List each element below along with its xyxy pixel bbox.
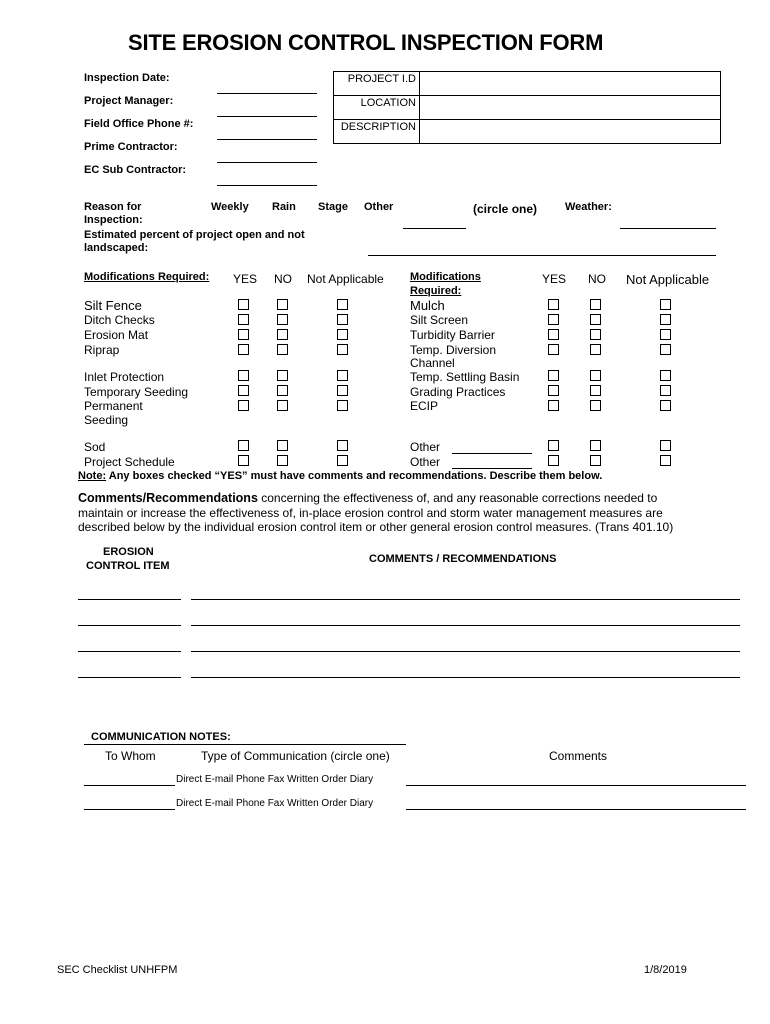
mods-left-item-sod: Sod bbox=[84, 440, 106, 454]
checkbox-sod-no[interactable] bbox=[277, 440, 288, 451]
checkbox-ditch-checks-no[interactable] bbox=[277, 314, 288, 325]
mods-right-na-header: Not Applicable bbox=[626, 272, 710, 287]
comment-row-2-text[interactable] bbox=[191, 625, 740, 626]
erosion-control-item-header-line2: CONTROL ITEM bbox=[86, 560, 170, 572]
communication-header-rule bbox=[84, 744, 406, 745]
checkbox-silt-fence-na[interactable] bbox=[337, 299, 348, 310]
checkbox-riprap-na[interactable] bbox=[337, 344, 348, 355]
mods-right-item-turbidity-barrier: Turbidity Barrier bbox=[410, 328, 495, 342]
mods-left-na-header: Not Applicable bbox=[307, 272, 384, 286]
communication-row-1-comments[interactable] bbox=[406, 785, 746, 786]
mods-left-item-erosion-mat: Erosion Mat bbox=[84, 328, 149, 342]
reason-rain[interactable]: Rain bbox=[272, 201, 296, 213]
mods-right-other-2-field[interactable] bbox=[452, 468, 532, 469]
checkbox-riprap-no[interactable] bbox=[277, 344, 288, 355]
comments-recommendations-header: COMMENTS / RECOMMENDATIONS bbox=[369, 553, 557, 565]
description-field[interactable] bbox=[420, 120, 721, 144]
communication-row-1-whom[interactable] bbox=[84, 785, 175, 786]
location-label: LOCATION bbox=[334, 96, 420, 120]
checkbox-permanent-seeding-yes[interactable] bbox=[238, 400, 249, 411]
communication-row-2-options[interactable]: Direct E-mail Phone Fax Written Order Diary bbox=[176, 798, 374, 809]
checkbox-temp-settling-basin-no[interactable] bbox=[590, 370, 601, 381]
mods-right-item-channel: Channel bbox=[410, 356, 455, 370]
checkbox-temp-diversion-yes[interactable] bbox=[548, 344, 559, 355]
mods-right-yes-header: YES bbox=[542, 272, 567, 286]
inspection-date-field[interactable] bbox=[217, 93, 317, 94]
percent-open-field[interactable] bbox=[368, 255, 716, 256]
percent-open-line1: Estimated percent of project open and not bbox=[84, 229, 305, 241]
checkbox-other-1-no[interactable] bbox=[590, 440, 601, 451]
mods-right-item-ecip: ECIP bbox=[410, 399, 439, 413]
checkbox-turbidity-barrier-no[interactable] bbox=[590, 329, 601, 340]
checkbox-inlet-protection-no[interactable] bbox=[277, 370, 288, 381]
mods-left-header: Modifications Required: bbox=[84, 271, 210, 283]
checkbox-other-2-na[interactable] bbox=[660, 455, 671, 466]
checkbox-project-schedule-no[interactable] bbox=[277, 455, 288, 466]
communication-notes-header: COMMUNICATION NOTES: bbox=[91, 731, 231, 743]
checkbox-erosion-mat-yes[interactable] bbox=[238, 329, 249, 340]
footer-date: 1/8/2019 bbox=[644, 964, 687, 976]
mods-right-header-line2: Required: bbox=[410, 285, 462, 297]
mods-left-item-ditch-checks: Ditch Checks bbox=[84, 313, 155, 327]
mods-right-item-temp-settling-basin: Temp. Settling Basin bbox=[410, 370, 520, 384]
mods-right-item-silt-screen: Silt Screen bbox=[410, 313, 469, 327]
communication-row-2-whom[interactable] bbox=[84, 809, 175, 810]
prime-contractor-field[interactable] bbox=[217, 162, 317, 163]
checkbox-mulch-yes[interactable] bbox=[548, 299, 559, 310]
location-field[interactable] bbox=[420, 96, 721, 120]
checkbox-mulch-no[interactable] bbox=[590, 299, 601, 310]
mods-left-item-project-schedule: Project Schedule bbox=[84, 455, 175, 469]
percent-open-line2: landscaped: bbox=[84, 242, 149, 254]
comments-intro-bold: Comments/Recommendations bbox=[78, 491, 258, 505]
checkbox-ecip-no[interactable] bbox=[590, 400, 601, 411]
checkbox-silt-screen-yes[interactable] bbox=[548, 314, 559, 325]
checkbox-ditch-checks-yes[interactable] bbox=[238, 314, 249, 325]
ec-sub-contractor-field[interactable] bbox=[217, 185, 317, 186]
field-office-phone-label: Field Office Phone #: bbox=[84, 118, 194, 130]
checkbox-silt-fence-no[interactable] bbox=[277, 299, 288, 310]
checkbox-other-1-yes[interactable] bbox=[548, 440, 559, 451]
comments-intro-line3: described below by the individual erosion control item or other general erosion control measures. (Trans 401.10) bbox=[78, 520, 674, 534]
mods-right-other-1-field[interactable] bbox=[452, 453, 532, 454]
project-id-label: PROJECT I.D bbox=[334, 72, 420, 96]
mods-right-item-temp-diversion: Temp. Diversion bbox=[410, 343, 497, 357]
checkbox-ecip-na[interactable] bbox=[660, 400, 671, 411]
checkbox-project-schedule-yes[interactable] bbox=[238, 455, 249, 466]
field-office-phone-field[interactable] bbox=[217, 139, 317, 140]
mods-left-item-silt-fence: Silt Fence bbox=[84, 298, 142, 313]
checkbox-permanent-seeding-no[interactable] bbox=[277, 400, 288, 411]
reason-weekly[interactable]: Weekly bbox=[211, 201, 249, 213]
weather-field[interactable] bbox=[620, 228, 716, 229]
communication-row-1-options[interactable]: Direct E-mail Phone Fax Written Order Diary bbox=[176, 774, 374, 785]
erosion-control-item-header-line1: EROSION bbox=[103, 546, 154, 558]
circle-one-hint: (circle one) bbox=[473, 202, 538, 216]
mods-left-item-permanent: Permanent bbox=[84, 399, 143, 413]
page-title: SITE EROSION CONTROL INSPECTION FORM bbox=[128, 30, 604, 55]
footer-form-id: SEC Checklist UNHFPM bbox=[57, 964, 178, 976]
checkbox-other-2-yes[interactable] bbox=[548, 455, 559, 466]
reason-other-field[interactable] bbox=[403, 228, 466, 229]
checkbox-silt-screen-no[interactable] bbox=[590, 314, 601, 325]
checkbox-ecip-yes[interactable] bbox=[548, 400, 559, 411]
comment-row-1-text[interactable] bbox=[191, 599, 740, 600]
reason-stage[interactable]: Stage bbox=[318, 201, 348, 213]
project-id-field[interactable] bbox=[420, 72, 721, 96]
mods-left-no-header: NO bbox=[274, 272, 292, 286]
checkbox-temp-diversion-na[interactable] bbox=[660, 344, 671, 355]
checkbox-grading-practices-na[interactable] bbox=[660, 385, 671, 396]
ec-sub-contractor-label: EC Sub Contractor: bbox=[84, 164, 187, 176]
communication-row-2-comments[interactable] bbox=[406, 809, 746, 810]
mods-left-item-seeding: Seeding bbox=[84, 413, 129, 427]
checkbox-project-schedule-na[interactable] bbox=[337, 455, 348, 466]
checkbox-sod-yes[interactable] bbox=[238, 440, 249, 451]
checkbox-temporary-seeding-yes[interactable] bbox=[238, 385, 249, 396]
checkbox-temporary-seeding-na[interactable] bbox=[337, 385, 348, 396]
checkbox-temp-settling-basin-na[interactable] bbox=[660, 370, 671, 381]
checkbox-inlet-protection-yes[interactable] bbox=[238, 370, 249, 381]
comment-row-4-item[interactable] bbox=[78, 677, 181, 678]
mods-right-item-other-1: Other bbox=[410, 440, 441, 454]
checkbox-mulch-na[interactable] bbox=[660, 299, 671, 310]
project-info-table bbox=[333, 71, 721, 144]
mods-left-item-temporary-seeding: Temporary Seeding bbox=[84, 385, 189, 399]
checkbox-erosion-mat-no[interactable] bbox=[277, 329, 288, 340]
checkbox-temp-settling-basin-yes[interactable] bbox=[548, 370, 559, 381]
weather-label: Weather: bbox=[565, 201, 612, 213]
mods-left-item-riprap: Riprap bbox=[84, 343, 120, 357]
comment-row-2-item[interactable] bbox=[78, 625, 181, 626]
checkbox-silt-fence-yes[interactable] bbox=[238, 299, 249, 310]
to-whom-header: To Whom bbox=[105, 749, 156, 763]
comments-intro-line2: maintain or increase the effectiveness of, in-place erosion control and storm water management measures are bbox=[78, 506, 663, 520]
checkbox-riprap-yes[interactable] bbox=[238, 344, 249, 355]
checkbox-sod-na[interactable] bbox=[337, 440, 348, 451]
prime-contractor-label: Prime Contractor: bbox=[84, 141, 178, 153]
checkbox-permanent-seeding-na[interactable] bbox=[337, 400, 348, 411]
mods-right-item-other-2: Other bbox=[410, 455, 441, 469]
checkbox-temp-diversion-no[interactable] bbox=[590, 344, 601, 355]
checkbox-silt-screen-na[interactable] bbox=[660, 314, 671, 325]
checkbox-turbidity-barrier-yes[interactable] bbox=[548, 329, 559, 340]
comments-intro-rest: concerning the effectiveness of, and any reasonable corrections needed to bbox=[257, 491, 658, 505]
mods-right-item-mulch: Mulch bbox=[410, 298, 445, 313]
comment-row-3-item[interactable] bbox=[78, 651, 181, 652]
comments-intro-line1 bbox=[78, 491, 657, 505]
checkbox-turbidity-barrier-na[interactable] bbox=[660, 329, 671, 340]
checkbox-erosion-mat-na[interactable] bbox=[337, 329, 348, 340]
checkbox-ditch-checks-na[interactable] bbox=[337, 314, 348, 325]
comment-row-1-item[interactable] bbox=[78, 599, 181, 600]
mods-right-no-header: NO bbox=[588, 272, 606, 286]
reason-label-line1: Reason for bbox=[84, 201, 142, 213]
mods-left-yes-header: YES bbox=[233, 272, 258, 286]
communication-type-header: Type of Communication (circle one) bbox=[201, 749, 390, 763]
note-label: Note: bbox=[78, 470, 107, 482]
checkbox-other-1-na[interactable] bbox=[660, 440, 671, 451]
description-label: DESCRIPTION bbox=[334, 120, 420, 144]
mods-right-header-line1: Modifications bbox=[410, 271, 481, 283]
mods-right-item-grading-practices: Grading Practices bbox=[410, 385, 506, 399]
comment-row-4-text[interactable] bbox=[191, 677, 740, 678]
checkbox-inlet-protection-na[interactable] bbox=[337, 370, 348, 381]
checkbox-grading-practices-no[interactable] bbox=[590, 385, 601, 396]
checkbox-other-2-no[interactable] bbox=[590, 455, 601, 466]
reason-label-line2: Inspection: bbox=[84, 214, 143, 226]
communication-comments-header: Comments bbox=[549, 749, 608, 763]
project-manager-label: Project Manager: bbox=[84, 95, 174, 107]
inspection-date-label: Inspection Date: bbox=[84, 72, 170, 84]
note-text bbox=[78, 470, 602, 482]
mods-left-item-inlet-protection: Inlet Protection bbox=[84, 370, 165, 384]
checkbox-temporary-seeding-no[interactable] bbox=[277, 385, 288, 396]
reason-other[interactable]: Other bbox=[364, 201, 394, 213]
note-body: Any boxes checked “YES” must have comments and recommendations. Describe them below. bbox=[106, 470, 603, 482]
project-manager-field[interactable] bbox=[217, 116, 317, 117]
comment-row-3-text[interactable] bbox=[191, 651, 740, 652]
checkbox-grading-practices-yes[interactable] bbox=[548, 385, 559, 396]
